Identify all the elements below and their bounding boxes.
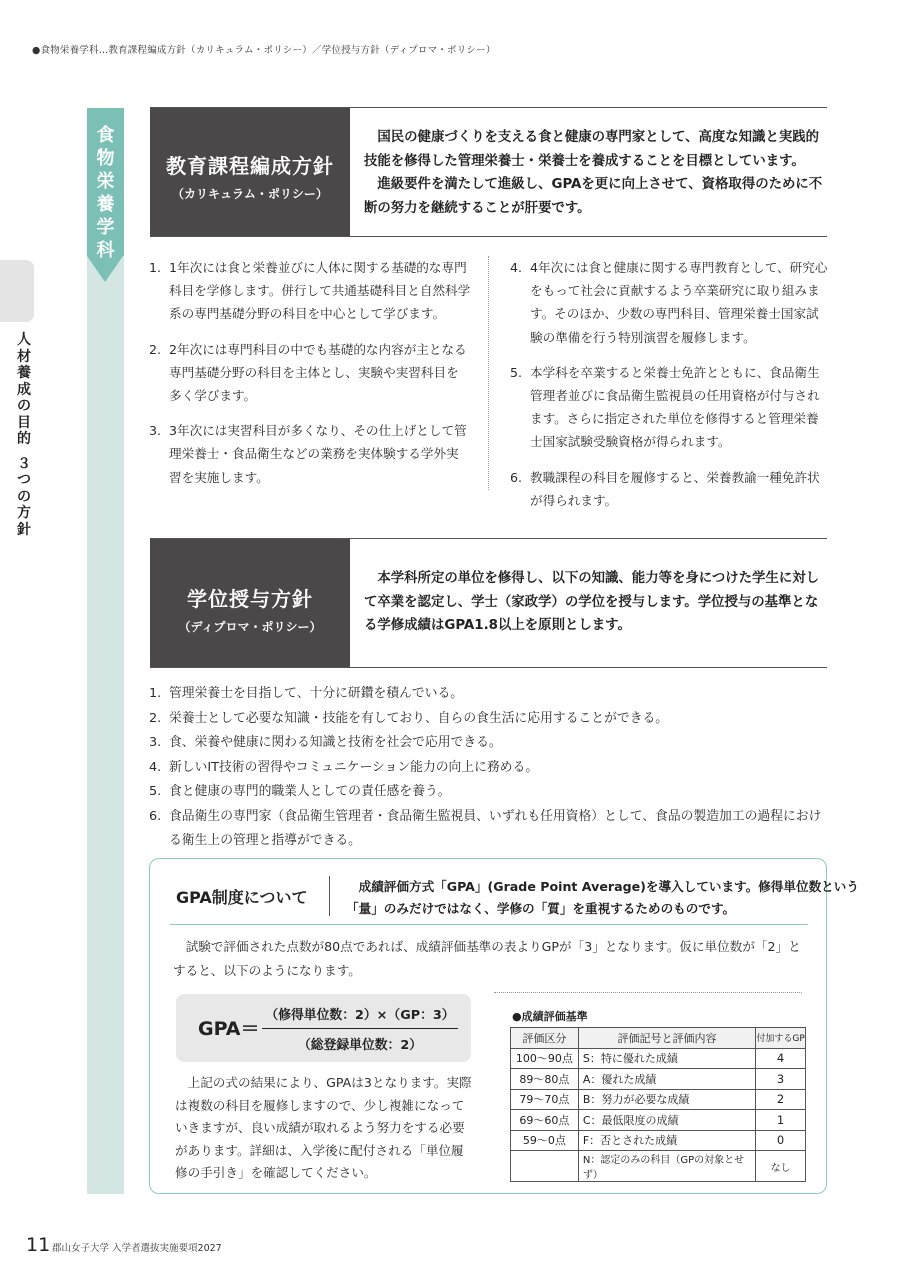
grade-table: [510, 1027, 806, 1182]
department-vertical-label: [87, 124, 124, 262]
table-header: 評価区分: [511, 1028, 579, 1049]
section-label-char: 材: [17, 348, 31, 365]
department-label-char: 科: [96, 240, 115, 261]
curriculum-list-left: [149, 256, 471, 501]
table-row: 69〜60点 C：最低限度の成績 1: [511, 1110, 806, 1131]
section-label-char: 方: [17, 505, 31, 521]
department-label-char: 物: [96, 148, 115, 169]
table-dotted-rule: [494, 992, 802, 993]
table-row: 79〜70点 B：努力が必要な成績 2: [511, 1089, 806, 1110]
table-header-row: [511, 1028, 806, 1049]
department-label-char: 養: [96, 194, 115, 215]
section-label-char: 目: [17, 414, 31, 431]
formula-fraction-bar: [262, 1028, 458, 1029]
section-label-char: の: [17, 398, 31, 414]
list-item: 4. 新しいIT技術の習得やコミュニケーション能力の向上に務める。: [149, 759, 539, 775]
footer-text: 郡山女子大学 入学者選抜実施要項2027: [52, 1243, 222, 1254]
header-breadcrumb: ●食物栄養学科…教育課程編成方針（カリキュラム・ポリシー）／学位授与方針（ディプロマ・ポリシー）: [32, 45, 496, 56]
curriculum-bottom-rule: [150, 236, 827, 237]
section-label-char: の: [17, 488, 31, 505]
diploma-title: 学位授与方針: [187, 587, 313, 611]
section-label-char: 養: [17, 365, 31, 381]
list-item: 3. 3年次には実習科目が多くなり、その仕上げとして管理栄養士・食品衛生などの業務を実体験する学外実習を実施します。: [149, 423, 467, 485]
formula-numerator: （修得単位数：2）×（GP：3）: [265, 1008, 455, 1023]
curriculum-list-right: [510, 256, 830, 524]
table-caption: ●成績評価基準: [512, 1010, 588, 1023]
department-label-char: 学: [96, 217, 115, 238]
section-vertical-label: [14, 332, 34, 538]
gpa-rule: [170, 924, 808, 925]
diploma-list: [149, 682, 833, 854]
table-header: 評価記号と評価内容: [578, 1028, 755, 1049]
gpa-formula: [176, 994, 471, 1062]
list-item: 4. 4年次には食と健康に関する専門教育として、研究心をもって社会に貢献するよう卒業研究に取り組みます。そのほか、少数の専門科目、管理栄養士国家試験の準備を行う特別演習を履修します。: [510, 260, 828, 345]
curriculum-intro-p1: 国民の健康づくりを支える食と健康の専門家として、高度な知識と実践的技能を修得した管理栄養士・栄養士を養成することを目標としています。: [364, 130, 820, 169]
diploma-subtitle: （ディプロマ・ポリシー）: [178, 620, 322, 634]
section-label-char: 成: [17, 381, 31, 398]
list-item: 3. 食、栄養や健康に関わる知識と技術を社会で応用できる。: [149, 735, 502, 750]
page-number: 11: [26, 1234, 51, 1256]
list-item: 6. 教職課程の科目を履修すると、栄養教諭一種免許状が得られます。: [510, 469, 820, 508]
gpa-result: 上記の式の結果により、GPAは3となります。実際は複数の科目を履修しますので、少し複雑になっていきますが、良い成績が取れるよう努力をする必要があります。詳細は、入学後に配付される「単位履修の手引き」を確認してください。: [175, 1075, 472, 1181]
list-item: 2. 2年次には専門科目の中でも基礎的な内容が主となる専門基礎分野の科目を主体とし、実験や実習科目を多く学びます。: [149, 341, 467, 404]
section-label-char: [14, 448, 34, 456]
list-item: 2. 栄養士として必要な知識・技能を有しており、自らの食生活に応用することができる。: [149, 710, 669, 726]
curriculum-intro-p2: 進級要件を満たして進級し、GPAを更に向上させて、資格取得のために不断の努力を継続することが肝要です。: [364, 177, 823, 216]
section-label-char: ３: [17, 455, 31, 472]
curriculum-subtitle: （カリキュラム・ポリシー）: [172, 187, 328, 201]
curriculum-intro: [364, 126, 826, 220]
list-item: 1. 1年次には食と栄養並びに人体に関する基礎的な専門科目を学修します。併行して共通基礎科目と自然科学系の専門基礎分野の科目を中心として学びます。: [149, 260, 471, 322]
formula-lhs: GPA＝: [198, 1018, 260, 1040]
section-label-char: 針: [17, 521, 31, 538]
list-item: 1. 管理栄養士を目指して、十分に研鑽を積んでいる。: [149, 686, 464, 701]
diploma-intro: 本学科所定の単位を修得し、以下の知識、能力等を身につけた学生に対して卒業を認定し、学士（家政学）の学位を授与します。学位授与の基準となる学修成績はGPA1.8以上を原則とします。: [364, 571, 820, 633]
curriculum-title: 教育課程編成方針: [166, 154, 334, 178]
department-label-char: 栄: [96, 171, 115, 192]
list-item: 6. 食品衛生の専門家（食品衛生管理者・食品衛生監視員、いずれも任用資格）として、食品の製造加工の過程における衛生上の管理と指導ができる。: [149, 808, 822, 848]
table-row: 100〜90点 S：特に優れた成績 4: [511, 1048, 806, 1069]
curriculum-title-block: [150, 108, 350, 236]
department-label-char: 食: [96, 125, 115, 146]
list-item: 5. 食と健康の専門的職業人としての責任感を養う。: [149, 784, 451, 799]
gpa-description: [346, 876, 859, 919]
diploma-bottom-rule: [150, 667, 827, 668]
left-edge-tab: [0, 260, 34, 322]
table-row: N：認定のみの科目（GPの対象とせず） なし: [511, 1151, 806, 1182]
table-row: 59〜0点 F：否とされた成績 0: [511, 1130, 806, 1151]
column-divider: [488, 256, 489, 490]
gpa-description-line2: 「量」のみだけではなく、学修の「質」を重視するためのものです。: [346, 900, 736, 916]
section-label-char: つ: [17, 472, 31, 488]
section-label-char: 的: [17, 431, 31, 447]
section-label-char: 人: [17, 332, 31, 348]
formula-denominator: （総登録単位数：2）: [297, 1038, 423, 1053]
table-header: 付加するGP: [756, 1028, 806, 1049]
table-row: 89〜80点 A：優れた成績 3: [511, 1069, 806, 1090]
diploma-title-block: [150, 539, 350, 667]
gpa-title-divider: [329, 876, 330, 916]
list-item: 5. 本学科を卒業すると栄養士免許とともに、食品衛生管理者並びに食品衛生監視員の任用資格が付与されます。さらに指定された単位を修得すると管理栄養士国家試験受験資格が得られます。: [510, 364, 820, 450]
gpa-body: 試験で評価された点数が80点であれば、成績評価基準の表よりGPが「3」となります。仮に単位数が「2」とすると、以下のようになります。: [173, 939, 801, 978]
gpa-title: GPA制度について: [176, 888, 308, 907]
gpa-description-line1: 成績評価方式「GPA」(Grade Point Average)を導入しています。修得単位数という: [358, 879, 859, 894]
